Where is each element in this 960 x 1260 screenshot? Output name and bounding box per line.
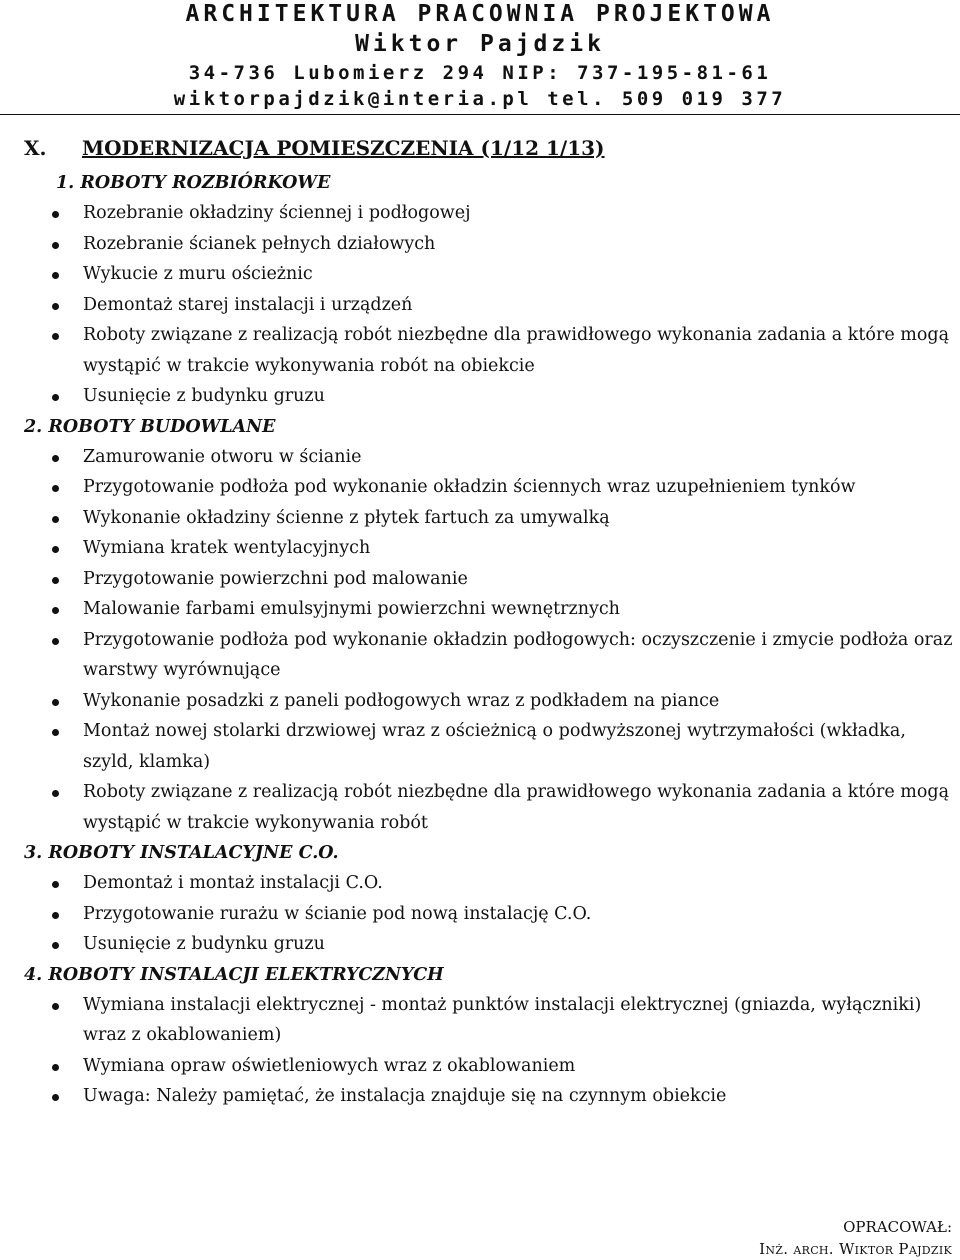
bullet-icon [52, 303, 59, 310]
list-item [24, 686, 954, 717]
section-demolition [24, 168, 954, 412]
letterhead [0, 0, 960, 113]
list-item [24, 320, 954, 381]
list-item-text: Zamurowanie otworu w ścianie [83, 446, 362, 467]
list-item-text: Demontaż starej instalacji i urządzeń [83, 294, 413, 315]
letterhead-contact: wiktorpajdzik@interia.pl tel. 509 019 377 [173, 88, 787, 110]
bullet-icon [52, 881, 59, 888]
bullet-icon [52, 607, 59, 614]
list-item [24, 381, 954, 412]
letterhead-company-name: ARCHITEKTURA PRACOWNIA PROJEKTOWA [185, 1, 775, 27]
list-item-text: Uwaga: Należy pamiętać, że instalacja znajduje się na czynnym obiekcie [83, 1086, 727, 1106]
section-electrical-installation [24, 960, 954, 1112]
section-construction [24, 412, 954, 839]
list-item-text: Wymiana instalacji elektrycznej - montaż punktów instalacji elektrycznej (gniazda, wyłączniki) wraz z okablowaniem) [83, 994, 922, 1045]
list-item-text: Roboty związane z realizacją robót niezbędne dla prawidłowego wykonania zadania a które mogą wystąpić w trakcie wykonywania robót na obiekcie [83, 325, 950, 376]
list-item-text: Demontaż i montaż instalacji C.O. [83, 873, 383, 893]
list-item-text: Wykonanie okładziny ścienne z płytek fartuch za umywalką [83, 507, 610, 528]
bullet-icon [52, 1064, 59, 1071]
bullet-icon [52, 1003, 59, 1010]
list-item-text: Przygotowanie powierzchni pod malowanie [83, 568, 468, 589]
letterhead-divider [0, 114, 960, 115]
section-heading: 1. ROBOTY ROZBIÓRKOWE [56, 173, 331, 193]
list-item-text: Wykucie z muru ościeżnic [83, 264, 313, 284]
bullet-icon [52, 638, 59, 645]
list-item [24, 625, 954, 686]
list-item [24, 1081, 954, 1112]
section-heading: 4. ROBOTY INSTALACJI ELEKTRYCZNYCH [24, 964, 444, 985]
bullet-icon [52, 211, 59, 218]
section-heading: 3. ROBOTY INSTALACYJNE C.O. [24, 843, 339, 863]
list-item-text: Przygotowanie rurażu w ścianie pod nową instalację C.O. [83, 903, 592, 924]
list-item-text: Montaż nowej stolarki drzwiowej wraz z ościeżnicą o podwyższonej wytrzymałości (wkładka, szyld, klamka) [83, 721, 906, 772]
list-item [24, 259, 954, 290]
letterhead-address: 34-736 Lubomierz 294 NIP: 737-195-81-61 [188, 62, 772, 84]
list-item [24, 594, 954, 625]
list-item-text: Rozebranie okładziny ściennej i podłogowej [83, 203, 471, 223]
list-item-text: Malowanie farbami emulsyjnymi powierzchni wewnętrznych [83, 599, 620, 619]
list-item-text: Wymiana kratek wentylacyjnych [83, 538, 371, 558]
list-item [24, 442, 954, 473]
list-item-text: Usunięcie z budynku gruzu [83, 934, 325, 954]
bullet-icon [52, 455, 59, 462]
list-item-text: Wymiana opraw oświetleniowych wraz z okablowaniem [83, 1055, 576, 1076]
document-body [24, 168, 954, 1112]
document-title [24, 136, 605, 160]
bullet-icon [52, 394, 59, 401]
footer-prepared-by-label: OPRACOWAŁ: [843, 1218, 952, 1236]
list-item [24, 533, 954, 564]
list-item-text: Roboty związane z realizacją robót niezbędne dla prawidłowego wykonania zadania a które mogą wystąpić w trakcie wykonywania robót [83, 782, 950, 833]
list-item [24, 929, 954, 960]
bullet-icon [52, 790, 59, 797]
document-number: X. [24, 136, 47, 160]
list-item [24, 290, 954, 321]
list-item [24, 899, 954, 930]
list-item-text: Rozebranie ścianek pełnych działowych [83, 233, 436, 254]
list-item [24, 229, 954, 260]
list-item [24, 1051, 954, 1082]
list-item [24, 198, 954, 229]
bullet-icon [52, 729, 59, 736]
bullet-icon [52, 699, 59, 706]
list-item [24, 472, 954, 503]
list-item-text: Usunięcie z budynku gruzu [83, 386, 325, 406]
bullet-icon [52, 1094, 59, 1101]
section-heating-installation [24, 838, 954, 960]
list-item [24, 503, 954, 534]
list-item-text: Przygotowanie podłoża pod wykonanie okładzin podłogowych: oczyszczenie i zmycie podłoża oraz warstwy wyrównujące [83, 629, 953, 680]
list-item [24, 777, 954, 838]
bullet-icon [52, 333, 59, 340]
bullet-icon [52, 942, 59, 949]
list-item [24, 868, 954, 899]
section-heading: 2. ROBOTY BUDOWLANE [24, 416, 276, 437]
list-item-text: Przygotowanie podłoża pod wykonanie okładzin ściennych wraz uzupełnieniem tynków [83, 477, 856, 497]
bullet-icon [52, 272, 59, 279]
list-item-text: Wykonanie posadzki z paneli podłogowych wraz z podkładem na piance [83, 690, 720, 711]
document-title-text: MODERNIZACJA POMIESZCZENIA (1/12 1/13) [82, 136, 605, 160]
bullet-icon [52, 242, 59, 249]
bullet-icon [52, 546, 59, 553]
footer-author: Inż. arch. Wiktor Pajdzik [759, 1240, 952, 1258]
list-item [24, 716, 954, 777]
letterhead-owner-name: Wiktor Pajdzik [355, 31, 605, 57]
list-item [24, 990, 954, 1051]
bullet-icon [52, 577, 59, 584]
bullet-icon [52, 516, 59, 523]
bullet-icon [52, 485, 59, 492]
bullet-icon [52, 912, 59, 919]
list-item [24, 564, 954, 595]
